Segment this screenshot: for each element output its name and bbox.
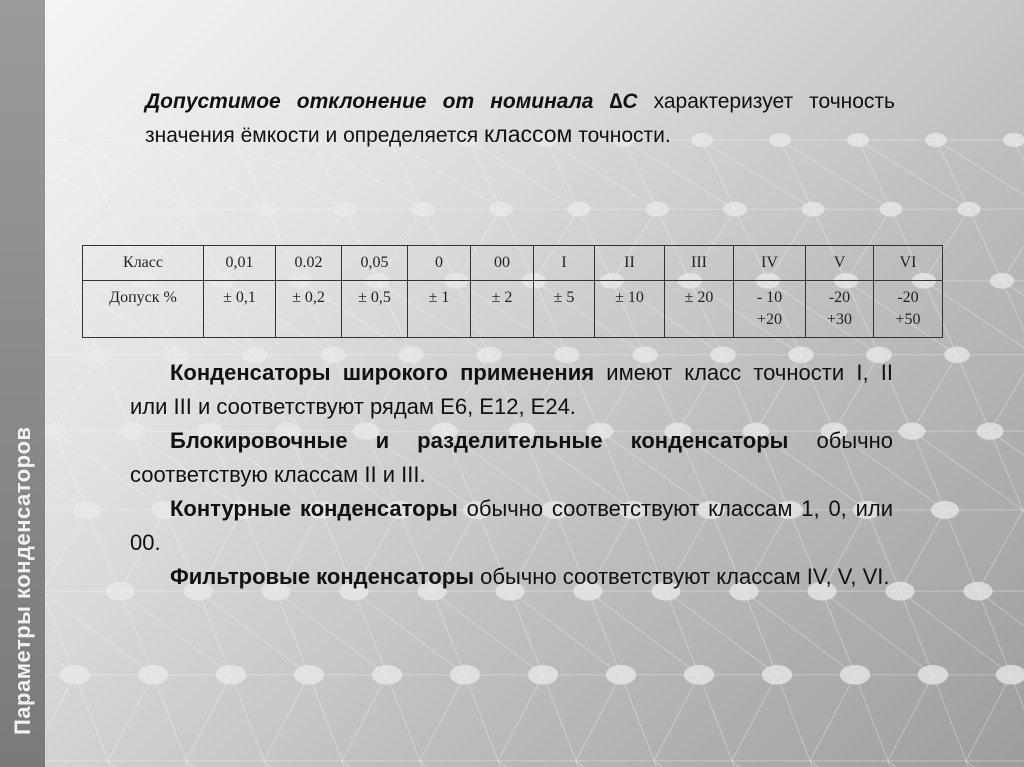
grid-line bbox=[309, 675, 342, 761]
table-cell: VI bbox=[874, 246, 943, 281]
grid-line bbox=[108, 761, 219, 767]
table-row bbox=[83, 281, 943, 338]
grid-dot bbox=[333, 202, 356, 217]
table-cell: ± 20 bbox=[665, 281, 734, 338]
grid-line bbox=[465, 675, 498, 761]
grid-line bbox=[498, 761, 531, 767]
grid-dot bbox=[645, 202, 668, 217]
grid-dot bbox=[957, 202, 980, 217]
grid-line bbox=[621, 675, 654, 761]
grid-dot bbox=[990, 273, 1014, 289]
table-cell: 0 bbox=[408, 246, 471, 281]
grid-dot bbox=[606, 665, 636, 685]
grid-line bbox=[900, 510, 945, 591]
paragraph bbox=[130, 356, 893, 424]
intro-tail: точности. bbox=[572, 124, 671, 147]
grid-line bbox=[87, 510, 120, 591]
grid-line bbox=[264, 761, 297, 767]
paragraph bbox=[130, 560, 893, 594]
grid-dot bbox=[723, 202, 746, 217]
grid-dot bbox=[899, 423, 926, 440]
grid-line bbox=[810, 761, 843, 767]
grid-line bbox=[777, 675, 810, 761]
paragraph-term: Конденсаторы широкого применения bbox=[170, 360, 595, 385]
grid-line bbox=[936, 140, 1024, 209]
grid-line bbox=[498, 675, 543, 761]
grid-line bbox=[42, 510, 87, 591]
grid-dot bbox=[918, 665, 948, 685]
grid-line bbox=[342, 761, 453, 767]
intro-text: характеризует точность значения ёмкости и определяется bbox=[145, 90, 895, 147]
grid-line bbox=[108, 675, 153, 761]
table-cell: II bbox=[595, 246, 665, 281]
grid-line bbox=[264, 761, 375, 767]
grid-line bbox=[186, 761, 297, 767]
table-cell: ± 2 bbox=[471, 281, 534, 338]
grid-dot bbox=[86, 347, 112, 363]
grid-line bbox=[186, 761, 219, 767]
grid-dot bbox=[99, 202, 122, 217]
table-cell: III bbox=[665, 246, 734, 281]
paragraph bbox=[130, 424, 893, 492]
table-row-label: Допуск % bbox=[83, 281, 204, 338]
grid-line bbox=[969, 209, 1002, 281]
grid-dot bbox=[489, 202, 512, 217]
grid-line bbox=[888, 761, 921, 767]
grid-line bbox=[1014, 140, 1024, 209]
grid-line bbox=[888, 761, 999, 767]
grid-line bbox=[966, 761, 999, 767]
grid-dot bbox=[528, 665, 558, 685]
table-cell: ± 0,2 bbox=[276, 281, 342, 338]
grid-line bbox=[231, 675, 264, 761]
grid-dot bbox=[1003, 133, 1024, 147]
paragraph-term: Контурные конденсаторы bbox=[170, 496, 458, 521]
grid-line bbox=[576, 761, 609, 767]
table-cell: V bbox=[806, 246, 874, 281]
table-cell: -20 +50 bbox=[874, 281, 943, 338]
grid-line bbox=[108, 761, 141, 767]
table-cell: ± 5 bbox=[534, 281, 595, 338]
paragraph-term: Фильтровые конденсаторы bbox=[170, 564, 475, 589]
grid-line bbox=[1002, 209, 1024, 281]
grid-dot bbox=[684, 665, 714, 685]
grid-dot bbox=[879, 202, 902, 217]
grid-dot bbox=[73, 501, 101, 519]
grid-line bbox=[732, 761, 765, 767]
table-cell: ± 1 bbox=[408, 281, 471, 338]
table-cell: ± 10 bbox=[595, 281, 665, 338]
grid-dot bbox=[255, 202, 278, 217]
table-cell: - 10 +20 bbox=[734, 281, 806, 338]
grid-line bbox=[576, 761, 687, 767]
grid-line bbox=[1002, 281, 1024, 355]
paragraph-text: обычно соответствую классам II и III. bbox=[130, 428, 893, 487]
grid-line bbox=[420, 761, 453, 767]
grid-line bbox=[420, 761, 531, 767]
grid-line bbox=[75, 675, 108, 761]
side-title: Параметры конденсаторов bbox=[10, 426, 35, 735]
grid-line bbox=[810, 675, 855, 761]
grid-dot bbox=[944, 347, 970, 363]
grid-dot bbox=[801, 202, 824, 217]
grid-line bbox=[945, 510, 978, 591]
grid-dot bbox=[925, 133, 947, 147]
grid-line bbox=[30, 761, 141, 767]
grid-line bbox=[732, 675, 777, 761]
grid-line bbox=[420, 675, 465, 761]
paragraph-term: Блокировочные и разделительные конденсаторы bbox=[170, 428, 789, 453]
grid-line bbox=[654, 761, 765, 767]
grid-dot bbox=[60, 665, 90, 685]
intro-bold-italic: Допустимое отклонение от номинала ∆С bbox=[145, 90, 638, 113]
table-cell: I bbox=[534, 246, 595, 281]
grid-line bbox=[966, 761, 1024, 767]
grid-line bbox=[576, 675, 621, 761]
paragraph bbox=[130, 492, 893, 560]
grid-line bbox=[498, 761, 609, 767]
grid-dot bbox=[67, 133, 89, 147]
table-cell: 00 bbox=[471, 246, 534, 281]
grid-line bbox=[654, 675, 699, 761]
grid-line bbox=[387, 675, 420, 761]
grid-line bbox=[855, 675, 888, 761]
grid-dot bbox=[216, 665, 246, 685]
intro-paragraph bbox=[145, 86, 895, 152]
grid-dot bbox=[138, 665, 168, 685]
grid-line bbox=[699, 675, 732, 761]
table-cell: 0.02 bbox=[276, 246, 342, 281]
description-body bbox=[130, 356, 893, 594]
grid-line bbox=[342, 761, 375, 767]
grid-dot bbox=[411, 202, 434, 217]
grid-line bbox=[54, 355, 99, 431]
grid-dot bbox=[54, 273, 78, 289]
table-header-label: Класс bbox=[83, 246, 204, 281]
grid-line bbox=[966, 675, 1011, 761]
grid-dot bbox=[977, 423, 1004, 440]
grid-dot bbox=[177, 202, 200, 217]
grid-dot bbox=[450, 665, 480, 685]
grid-line bbox=[957, 355, 990, 431]
grid-dot bbox=[996, 665, 1024, 685]
grid-dot bbox=[931, 501, 959, 519]
grid-dot bbox=[372, 665, 402, 685]
grid-line bbox=[543, 675, 576, 761]
grid-dot bbox=[963, 582, 992, 601]
grid-line bbox=[888, 675, 933, 761]
grid-line bbox=[810, 761, 921, 767]
grid-line bbox=[1002, 281, 1024, 355]
table-cell: -20 +30 bbox=[806, 281, 874, 338]
grid-line bbox=[732, 761, 843, 767]
paragraph-text: имеют класс точности I, II или III и соответствуют рядам Е6, Е12, Е24. bbox=[130, 360, 893, 419]
grid-line bbox=[990, 355, 1024, 431]
table-cell: ± 0,1 bbox=[204, 281, 276, 338]
tolerance-table bbox=[82, 245, 943, 338]
table-cell: ± 0,5 bbox=[342, 281, 408, 338]
table-cell: IV bbox=[734, 246, 806, 281]
grid-line bbox=[654, 761, 687, 767]
grid-line bbox=[912, 355, 957, 431]
table-cell: 0,01 bbox=[204, 246, 276, 281]
grid-line bbox=[264, 675, 309, 761]
grid-dot bbox=[567, 202, 590, 217]
grid-dot bbox=[294, 665, 324, 685]
grid-line bbox=[978, 591, 1024, 675]
paragraph-text: обычно соответствуют классам IV, V, VI. bbox=[474, 564, 890, 589]
grid-line bbox=[186, 675, 231, 761]
grid-line bbox=[153, 675, 186, 761]
paragraph-text: обычно соответствуют классам 1, 0, или 00. bbox=[130, 496, 894, 555]
table-row bbox=[83, 246, 943, 281]
grid-line bbox=[978, 510, 1023, 591]
table-cell: 0,05 bbox=[342, 246, 408, 281]
grid-line bbox=[1011, 675, 1024, 761]
grid-line bbox=[99, 355, 132, 431]
grid-dot bbox=[762, 665, 792, 685]
grid-line bbox=[342, 675, 387, 761]
grid-dot bbox=[840, 665, 870, 685]
intro-large-word: классом bbox=[483, 121, 573, 147]
grid-line bbox=[933, 675, 966, 761]
